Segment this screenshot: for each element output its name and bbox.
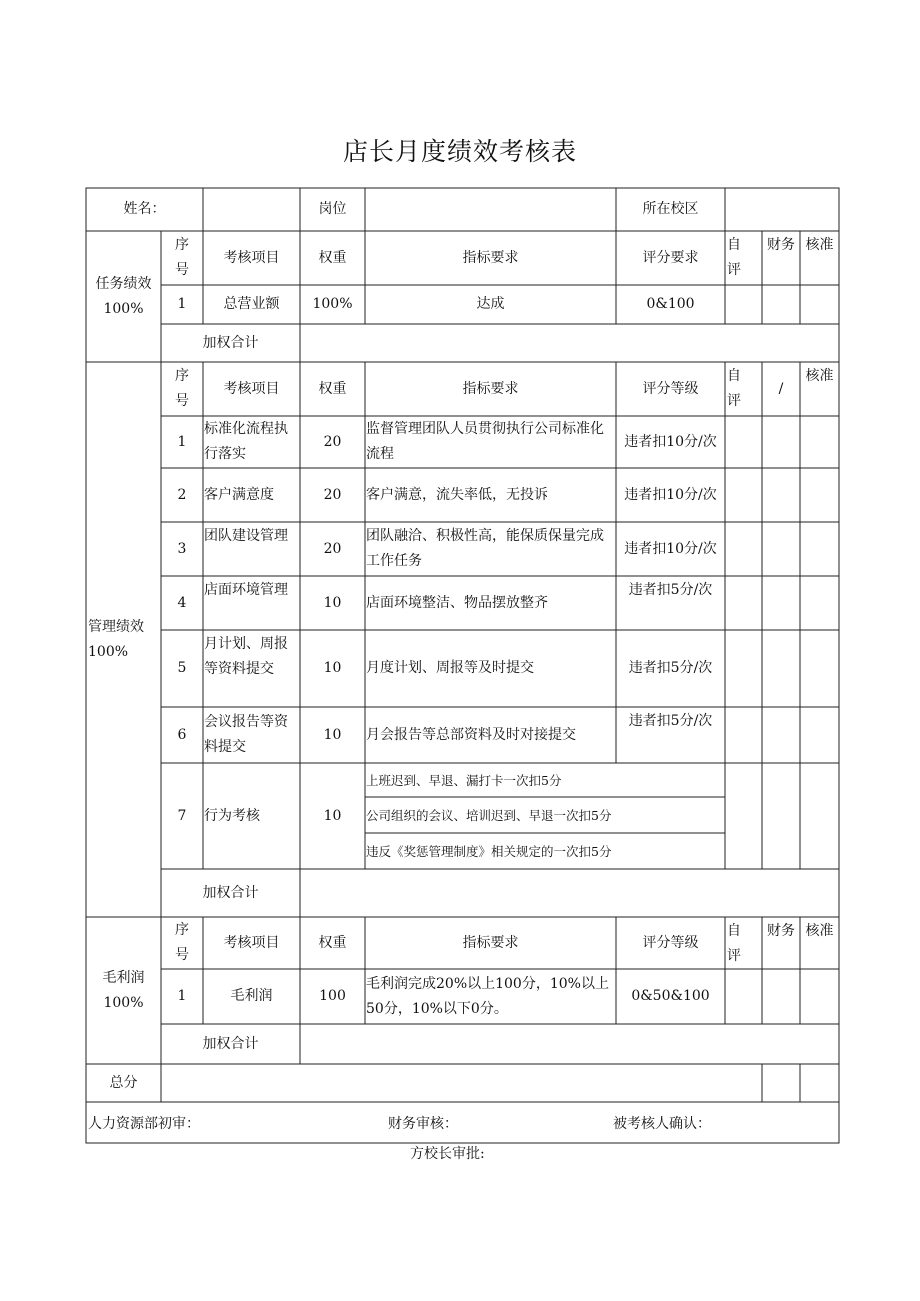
s2-row1-no: 1	[177, 433, 187, 450]
total-label: 总分	[109, 1074, 138, 1091]
s3-col-no-header: 序号	[175, 922, 189, 963]
s2-col-self-header: 自评	[727, 368, 741, 409]
s1-row-score: 0&100	[646, 296, 695, 312]
s2-row6-req: 月会报告等总部资料及时对接提交	[366, 726, 576, 743]
section-management-label: 管理绩效100%	[88, 618, 144, 660]
s3-approve-input[interactable]	[800, 969, 839, 1024]
s3-row-no: 1	[177, 988, 187, 1004]
s2-row5-weight: 10	[323, 660, 342, 676]
s1-row-item: 总营业额	[223, 296, 280, 312]
position-label: 岗位	[318, 201, 347, 217]
s2-row3-no: 3	[177, 540, 187, 557]
s1-self-input[interactable]	[725, 285, 762, 324]
s2-row7-item: 行为考核	[204, 807, 260, 824]
s2-subtotal-value[interactable]	[300, 869, 839, 917]
s3-row-item: 毛利润	[230, 988, 273, 1004]
s2-row3-req: 团队融洽、积极性高，能保质保量完成工作任务	[366, 528, 604, 569]
s2-col-no-header: 序号	[175, 368, 189, 409]
principal-approval-label: 方校长审批:	[410, 1146, 485, 1162]
s2-row1-item: 标准化流程执行落实	[204, 421, 288, 462]
s2-row5-req: 月度计划、周报等及时提交	[366, 660, 534, 676]
s3-finance-input[interactable]	[762, 969, 800, 1024]
s1-row-no: 1	[177, 296, 187, 312]
col-no-header: 序号	[175, 237, 189, 278]
total-value[interactable]	[161, 1064, 762, 1102]
col-approve-header: 核准	[805, 237, 834, 253]
s2-col-approve-header: 核准	[805, 368, 834, 384]
s2-row4-item: 店面环境管理	[204, 582, 288, 598]
s2-row7-sub2: 公司组织的会议、培训迟到、早退一次扣5分	[366, 807, 612, 823]
s1-subtotal-value[interactable]	[300, 324, 839, 362]
s2-row6-no: 6	[177, 726, 187, 743]
s1-row-weight: 100%	[312, 296, 353, 312]
s2-row5-no: 5	[177, 660, 187, 676]
s3-col-item-header: 考核项目	[223, 934, 280, 951]
section-task-label: 任务绩效100%	[95, 275, 152, 317]
s2-row5-score: 违者扣5分/次	[628, 660, 713, 676]
s2-col-item-header: 考核项目	[223, 380, 280, 397]
s2-row1-score: 违者扣10分/次	[624, 433, 717, 450]
s2-row2-req: 客户满意，流失率低，无投诉	[366, 486, 548, 503]
s2-row1-weight: 20	[323, 433, 342, 450]
s2-row6-item: 会议报告等资料提交	[204, 714, 288, 755]
s2-row1-req: 监督管理团队人员贯彻执行公司标准化流程	[366, 421, 604, 462]
col-finance-header: 财务	[767, 237, 795, 253]
col-item-header: 考核项目	[223, 249, 280, 266]
s1-subtotal-label: 加权合计	[202, 334, 259, 351]
s2-row3-weight: 20	[323, 540, 342, 557]
s2-row4-weight: 10	[323, 594, 342, 611]
s2-col-score-header: 评分等级	[642, 380, 699, 397]
s2-row7-sub1: 上班迟到、早退、漏打卡一次扣5分	[366, 772, 562, 788]
col-self-header: 自评	[727, 237, 741, 278]
s3-col-finance-header: 财务	[767, 923, 795, 939]
s1-row-req: 达成	[476, 296, 505, 312]
s2-row7-no: 7	[177, 807, 187, 824]
s2-row4-score: 违者扣5分/次	[628, 582, 713, 598]
s2-row3-item: 团队建设管理	[204, 528, 288, 544]
employee-confirm-label: 被考核人确认：	[613, 1116, 711, 1132]
s2-row2-item: 客户满意度	[204, 486, 274, 503]
s2-subtotal-label: 加权合计	[202, 884, 259, 901]
name-value-cell[interactable]	[203, 188, 300, 231]
s3-col-score-header: 评分等级	[642, 934, 699, 951]
s2-row4-no: 4	[177, 594, 187, 611]
s2-row6-weight: 10	[323, 726, 342, 743]
s3-row-req: 毛利润完成20%以上100分，10%以上50分，10%以下0分。	[366, 975, 609, 1017]
s2-col-req-header: 指标要求	[462, 380, 519, 397]
col-req-header: 指标要求	[462, 249, 519, 266]
s2-row7-weight: 10	[323, 807, 342, 824]
s3-row-weight: 100	[319, 988, 346, 1004]
s1-finance-input[interactable]	[762, 285, 800, 324]
s2-row6-score: 违者扣5分/次	[628, 713, 713, 729]
s2-row4-req: 店面环境整洁、物品摆放整齐	[366, 594, 548, 611]
s3-self-input[interactable]	[725, 969, 762, 1024]
s2-row7-sub3: 违反《奖惩管理制度》相关规定的一次扣5分	[366, 843, 612, 859]
s3-col-approve-header: 核准	[805, 923, 834, 939]
s3-col-weight-header: 权重	[318, 934, 347, 951]
section-gross-profit-label: 毛利润100%	[102, 969, 145, 1011]
s3-row-score: 0&50&100	[631, 988, 710, 1004]
s2-row5-item: 月计划、周报等资料提交	[204, 636, 288, 677]
name-label: 姓名：	[123, 201, 166, 217]
s2-row2-no: 2	[177, 486, 187, 503]
s3-subtotal-label: 加权合计	[202, 1035, 259, 1052]
s2-row2-score: 违者扣10分/次	[624, 486, 717, 503]
s3-col-self-header: 自评	[727, 923, 741, 964]
col-weight-header: 权重	[318, 249, 347, 266]
s3-col-req-header: 指标要求	[462, 934, 519, 951]
s2-row2-weight: 20	[323, 486, 342, 503]
campus-value-cell[interactable]	[725, 188, 839, 231]
col-score-header: 评分要求	[642, 249, 699, 266]
s1-approve-input[interactable]	[800, 285, 839, 324]
campus-label: 所在校区	[642, 201, 699, 217]
s2-row3-score: 违者扣10分/次	[624, 540, 717, 557]
s2-col-finance-header: /	[778, 380, 784, 397]
finance-review-label: 财务审核：	[388, 1116, 458, 1132]
s2-col-weight-header: 权重	[318, 380, 347, 397]
page-title: 店长月度绩效考核表	[342, 137, 577, 166]
hr-review-label: 人力资源部初审：	[88, 1116, 200, 1132]
position-value-cell[interactable]	[365, 188, 616, 231]
s3-subtotal-value[interactable]	[300, 1024, 839, 1064]
